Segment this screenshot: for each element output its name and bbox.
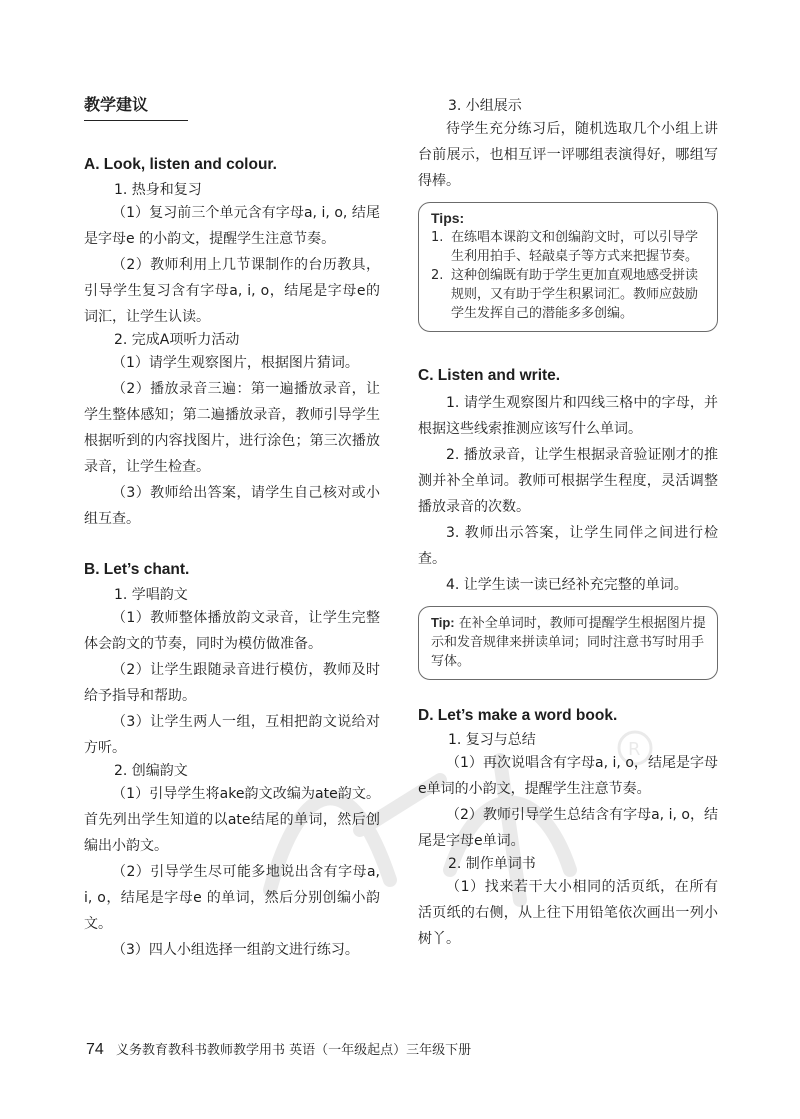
activity-b-para7: 待学生充分练习后，随机选取几个小组上讲台前展示，也相互评一评哪组表演得好，哪组写得棒。 bbox=[418, 121, 718, 189]
svg-text:R: R bbox=[628, 739, 641, 760]
activity-a-step1: 1. 热身和复习 bbox=[114, 182, 202, 198]
book-title: 义务教育教科书教师教学用书 英语（一年级起点）三年级下册 bbox=[115, 1043, 472, 1058]
tip-text: 在练唱本课韵文和创编韵文时，可以引导学生利用拍手、轻敲桌子等方式来把握节奏。 bbox=[451, 230, 699, 264]
tips-box bbox=[418, 202, 718, 332]
activity-a-para3: （1）请学生观察图片，根据图片猜词。 bbox=[112, 355, 359, 371]
activity-b-para4: （1）引导学生将ake韵文改编为ate韵文。首先列出学生知道的以ate结尾的单词，然后创编出小韵文。 bbox=[84, 786, 380, 854]
activity-d-step1: 1. 复习与总结 bbox=[448, 732, 536, 748]
activity-b-step3: 3. 小组展示 bbox=[448, 98, 522, 114]
activity-d-para3: （1）找来若干大小相同的活页纸，在所有活页纸的右侧，从上往下用铅笔依次画出一列小树丫。 bbox=[418, 879, 718, 947]
activity-a-para4: （2）播放录音三遍：第一遍播放录音，让学生整体感知；第二遍播放录音，教师引导学生根据听到的内容找图片，进行涂色；第三次播放录音，让学生检查。 bbox=[84, 381, 380, 475]
activity-a-para2: （2）教师利用上几节课制作的台历教具，引导学生复习含有字母a, i, o，结尾是字母e的词汇，让学生认读。 bbox=[84, 257, 380, 325]
tip-number: 2. bbox=[431, 268, 444, 283]
section-title: 教学建议 bbox=[84, 96, 188, 121]
activity-a-para1: （1）复习前三个单元含有字母a, i, o, 结尾是字母e 的小韵文，提醒学生注意节奏。 bbox=[84, 205, 380, 247]
activity-d-heading: D. Let’s make a word book. bbox=[418, 707, 618, 724]
tip-item bbox=[431, 266, 707, 323]
activity-b-para2: （2）让学生跟随录音进行模仿，教师及时给予指导和帮助。 bbox=[84, 662, 380, 704]
activity-a-heading: A. Look, listen and colour. bbox=[84, 156, 277, 173]
activity-b-step2: 2. 创编韵文 bbox=[114, 763, 188, 779]
activity-a-step2: 2. 完成A项听力活动 bbox=[114, 332, 240, 348]
activity-d-step2: 2. 制作单词书 bbox=[448, 856, 536, 872]
activity-c-para1: 1. 请学生观察图片和四线三格中的字母，并根据这些线索推测应该写什么单词。 bbox=[418, 395, 718, 437]
left-column bbox=[84, 96, 380, 963]
activity-c-para2: 2. 播放录音，让学生根据录音验证刚才的推测并补全单词。教师可根据学生程度，灵活调整播放录音的次数。 bbox=[418, 447, 718, 515]
activity-c-para3: 3. 教师出示答案，让学生同伴之间进行检查。 bbox=[418, 525, 718, 567]
right-column bbox=[418, 96, 718, 952]
activity-a-para5: （3）教师给出答案，请学生自己核对或小组互查。 bbox=[84, 485, 380, 527]
activity-b-para5: （2）引导学生尽可能多地说出含有字母a, i, o，结尾是字母e 的单词，然后分别创编小韵文。 bbox=[84, 864, 380, 932]
tip-text: 在补全单词时，教师可提醒学生根据图片提示和发音规律来拼读单词；同时注意书写时用手写体。 bbox=[431, 616, 706, 669]
tips-title: Tips: bbox=[431, 210, 465, 226]
activity-d-para1: （1）再次说唱含有字母a, i, o，结尾是字母e单词的小韵文，提醒学生注意节奏。 bbox=[418, 755, 718, 797]
tip-text: 这种创编既有助于学生更加直观地感受拼读规则，又有助于学生积累词汇。教师应鼓励学生发挥自己的潜能多多创编。 bbox=[451, 268, 699, 321]
tip-number: 1. bbox=[431, 230, 444, 245]
activity-b-heading: B. Let’s chant. bbox=[84, 561, 190, 578]
page-number: 74 bbox=[86, 1041, 104, 1058]
tip-label: Tip: bbox=[431, 615, 455, 630]
activity-c-para4: 4. 让学生读一读已经补充完整的单词。 bbox=[446, 577, 688, 593]
activity-d-para2: （2）教师引导学生总结含有字母a, i, o，结尾是字母e单词。 bbox=[418, 807, 718, 849]
activity-b-para3: （3）让学生两人一组，互相把韵文说给对方听。 bbox=[84, 714, 380, 756]
activity-c-heading: C. Listen and write. bbox=[418, 367, 561, 384]
tip-item bbox=[431, 228, 707, 266]
page-footer bbox=[86, 1040, 471, 1060]
activity-b-step1: 1. 学唱韵文 bbox=[114, 587, 188, 603]
tip-box bbox=[418, 606, 718, 680]
activity-b-para1: （1）教师整体播放韵文录音，让学生完整体会韵文的节奏，同时为模仿做准备。 bbox=[84, 610, 380, 652]
activity-b-para6: （3）四人小组选择一组韵文进行练习。 bbox=[112, 942, 359, 958]
